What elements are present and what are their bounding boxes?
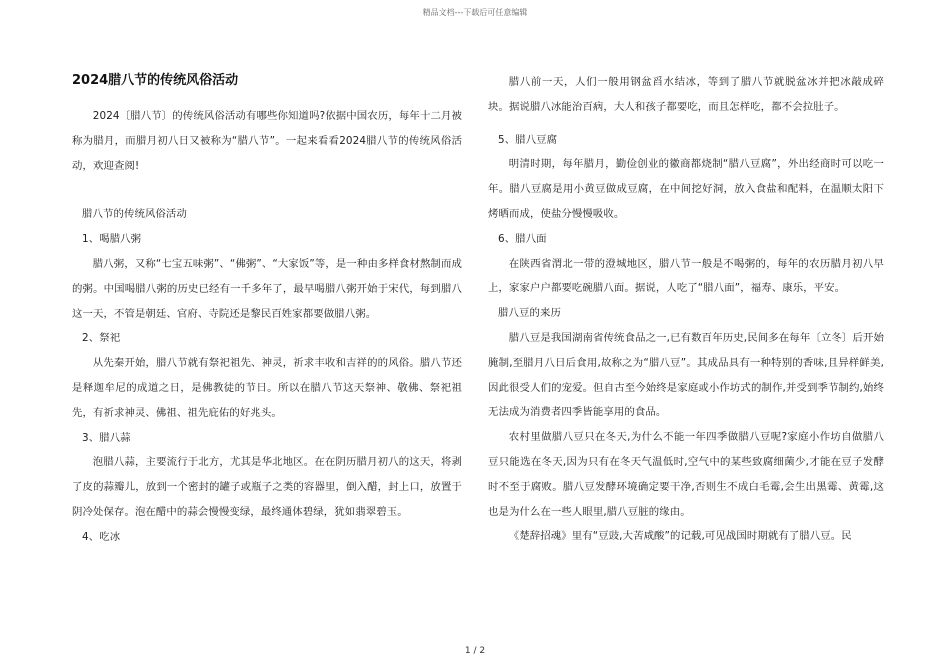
heading-2: 2、祭祀 (82, 332, 121, 345)
heading-7: 腊八豆的来历 (498, 307, 561, 320)
header-note: 精品文档---下载后可任意编辑 (422, 8, 528, 17)
paragraph-2: 从先秦开始，腊八节就有祭祀祖先、神灵，祈求丰收和吉祥的的风俗。腊八节还是释迦牟尼的成道之日，是佛教徒的节日。所以在腊八节这天祭神、敬佛、祭祀祖先，有祈求神灵、佛祖、祖先庇佑的好兆头。 (72, 357, 462, 419)
intro-paragraph: 2024〔腊八节〕的传统风俗活动有哪些你知道吗?依据中国农历，每年十二月被称为腊月，而腊月初八日又被称为“腊八节”。一起来看看2024腊八节的传统风俗活动，欢迎查阅! (72, 110, 462, 172)
heading-4: 4、吃冰 (82, 530, 121, 543)
heading-6: 6、腊八面 (498, 232, 547, 245)
paragraph-7: 腊八豆是我国湖南省传统食品之一,已有数百年历史,民间多在每年〔立冬〕后开始腌制,至腊月八日后食用,故称之为“腊八豆”。其成品具有一种特别的香味,且异样鲜美,因此很受人们的宠爱。但自古至今始终是家庭或小作坊式的制作,并受到季节制约,始终无法成为消费者四季皆能享用的食品。 (488, 331, 884, 419)
page-number: 1 / 2 (464, 646, 486, 656)
heading-5: 5、腊八豆腐 (498, 133, 558, 146)
left-column (72, 70, 462, 550)
paragraph-3: 泡腊八蒜，主要流行于北方，尤其是华北地区。在在阴历腊月初八的这天，将剥了皮的蒜瓣儿，放到一个密封的罐子或瓶子之类的容器里，倒入醋，封上口，放置于阴冷处保存。泡在醋中的蒜会慢慢变绿，最终通体碧绿，犹如翡翠碧玉。 (72, 456, 462, 518)
paragraph-5: 明清时期，每年腊月，勤俭创业的徽商都烧制“腊八豆腐”，外出经商时可以吃一年。腊八豆腐是用小黄豆做成豆腐，在中间挖好洞，放入食盐和配料，在温顺太阳下烤晒而成，使盐分慢慢吸收。 (488, 158, 884, 220)
paragraph-4: 腊八前一天，人们一般用钢盆舀水结冰，等到了腊八节就脱盆冰并把冰敲成碎块。据说腊八冰能治百病，大人和孩子都要吃，而且怎样吃，都不会拉肚子。 (488, 76, 884, 113)
heading-3: 3、腊八蒜 (82, 431, 131, 444)
document-title: 2024腊八节的传统风俗活动 (72, 73, 239, 88)
section-title: 腊八节的传统风俗活动 (82, 208, 187, 221)
right-column (488, 70, 884, 549)
paragraph-6: 在陕西省渭北一带的澄城地区，腊八节一般是不喝粥的，每年的农历腊月初八早上，家家户户都要吃碗腊八面。据说，人吃了“腊八面”，福寿、康乐，平安。 (488, 257, 884, 295)
paragraph-8: 农村里做腊八豆只在冬天,为什么不能一年四季做腊八豆呢?家庭小作坊自做腊八豆只能选在冬天,因为只有在冬天气温低时,空气中的某些致腐细菌少,才能在豆子发酵时不至于腐败。腊八豆发酵环境确定要干净,否则生不成白毛霉,会生出黑霉、黄霉,这也是为什么在一些人眼里,腊八豆脏的缘由。 (488, 431, 884, 518)
paragraph-9: 《楚辞招魂》里有“豆豉,大苦咸酸”的记载,可见战国时期就有了腊八豆。民 (508, 530, 852, 543)
paragraph-1: 腊八粥，又称“七宝五味粥”、“佛粥”、“大家饭”等，是一种由多样食材熬制而成的粥。中国喝腊八粥的历史已经有一千多年了，最早喝腊八粥开始于宋代，每到腊八这一天，不管是朝廷、官府、寺院还是黎民百姓家都要做腊八粥。 (72, 257, 462, 320)
heading-1: 1、喝腊八粥 (82, 233, 142, 246)
